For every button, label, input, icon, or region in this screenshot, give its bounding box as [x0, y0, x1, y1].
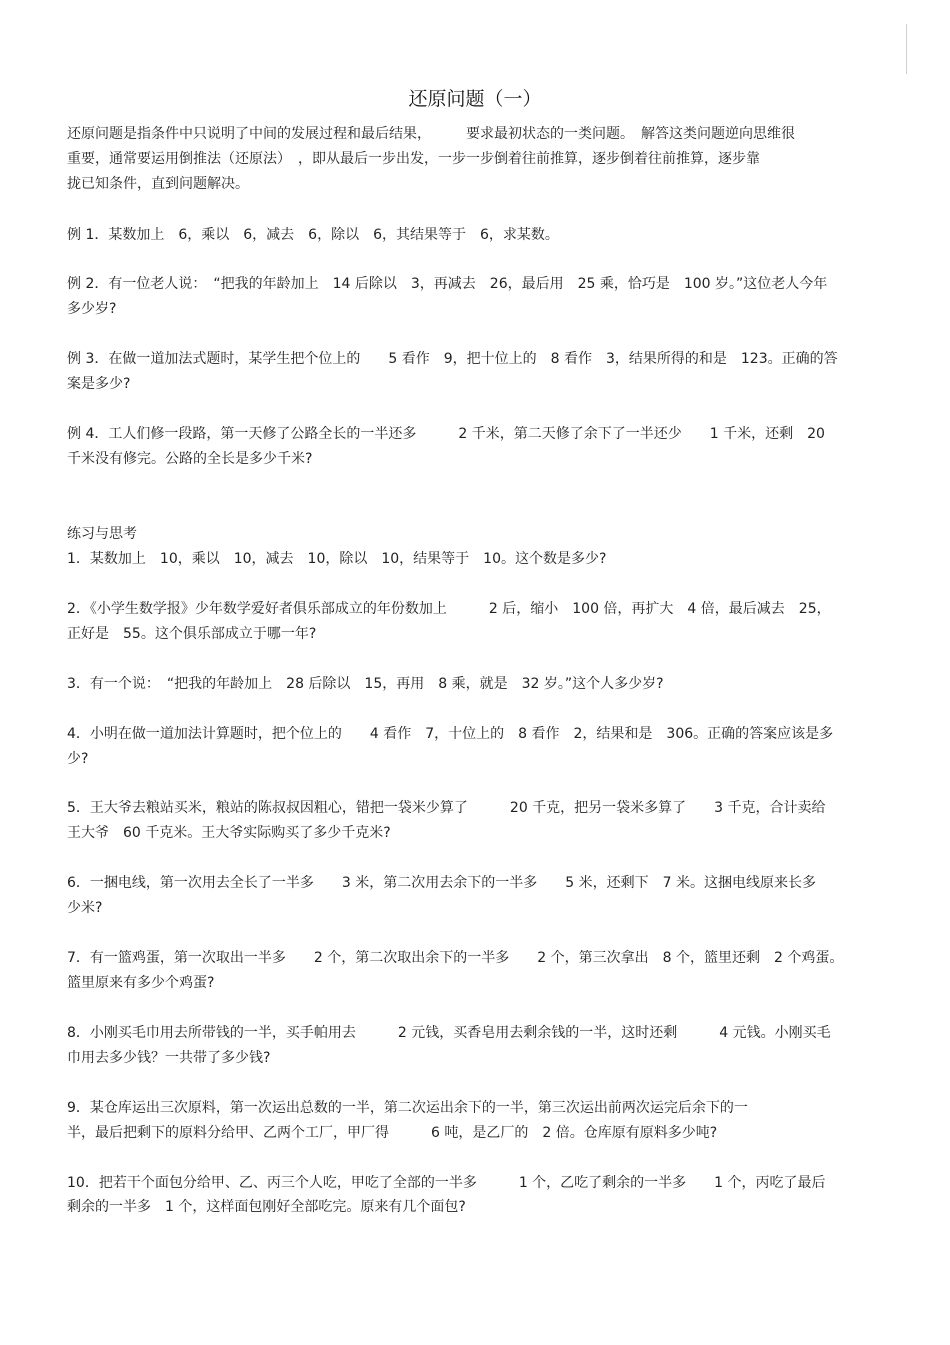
problem-8-cont: 巾用去多少钱？一共带了多少钱? — [67, 1050, 271, 1066]
problem-9-cont: 半，最后把剩下的原料分给甲、乙两个工厂，甲厂得 6 吨，是乙厂的 2 倍。仓库原有原料多少吨? — [67, 1125, 718, 1141]
problem-6: 6．一捆电线，第一次用去全长了一半多 3 米，第二次用去余下的一半多 5 米，还剩下 7 米。这捆电线原来长多 — [67, 875, 816, 891]
practice-heading: 练习与思考 — [67, 526, 137, 542]
problem-5: 5．王大爷去粮站买米，粮站的陈叔叔因粗心，错把一袋米少算了 20 千克，把另一袋米多算了 3 千克，合计卖给 — [67, 800, 826, 816]
example-2: 例 2．有一位老人说： “把我的年龄加上 14 后除以 3，再减去 26，最后用 25 乘，恰巧是 100 岁。”这位老人今年 — [67, 276, 828, 292]
problem-4-cont: 少? — [67, 751, 89, 767]
problem-5-cont: 王大爷 60 千克米。王大爷实际购买了多少千克米? — [67, 825, 391, 841]
intro-line: 拢已知条件，直到问题解决。 — [67, 176, 249, 192]
example-1: 例 1．某数加上 6，乘以 6，减去 6，除以 6，其结果等于 6，求某数。 — [67, 227, 559, 243]
page-edge-line — [906, 24, 907, 74]
example-3-cont: 案是多少? — [67, 376, 131, 392]
example-4-cont: 千米没有修完。公路的全长是多少千米? — [67, 451, 313, 467]
intro-line: 重要，通常要运用倒推法（还原法） ，即从最后一步出发，一步一步倒着往前推算，逐步倒着往前推算，逐步靠 — [67, 151, 760, 167]
problem-8: 8．小刚买毛巾用去所带钱的一半，买手帕用去 2 元钱，买香皂用去剩余钱的一半，这时还剩 4 元钱。小刚买毛 — [67, 1025, 831, 1041]
example-3: 例 3．在做一道加法式题时，某学生把个位上的 5 看作 9，把十位上的 8 看作 3，结果所得的和是 123。正确的答 — [67, 351, 838, 367]
problem-6-cont: 少米? — [67, 900, 103, 916]
example-2-cont: 多少岁? — [67, 301, 117, 317]
problem-1: 1．某数加上 10，乘以 10，减去 10，除以 10，结果等于 10。这个数是多少? — [67, 551, 607, 567]
intro-line: 还原问题是指条件中只说明了中间的发展过程和最后结果， 要求最初状态的一类问题。 解答这类问题逆向思维很 — [67, 126, 795, 142]
problem-9: 9．某仓库运出三次原料，第一次运出总数的一半，第二次运出余下的一半，第三次运出前两次运完后余下的一 — [67, 1100, 748, 1116]
problem-3: 3．有一个说： “把我的年龄加上 28 后除以 15，再用 8 乘，就是 32 岁。”这个人多少岁? — [67, 676, 664, 692]
problem-7-cont: 篮里原来有多少个鸡蛋? — [67, 975, 215, 991]
problem-7: 7．有一篮鸡蛋，第一次取出一半多 2 个，第二次取出余下的一半多 2 个，第三次拿出 8 个，篮里还剩 2 个鸡蛋。 — [67, 950, 844, 966]
example-4: 例 4．工人们修一段路，第一天修了公路全长的一半还多 2 千米，第二天修了余下了一半还少 1 千米，还剩 20 — [67, 426, 825, 442]
problem-4: 4．小明在做一道加法计算题时，把个位上的 4 看作 7，十位上的 8 看作 2，结果和是 306。正确的答案应该是多 — [67, 726, 834, 742]
problem-10-cont: 剩余的一半多 1 个，这样面包刚好全部吃完。原来有几个面包? — [67, 1199, 466, 1215]
page-title: 还原问题（一） — [408, 88, 542, 110]
problem-2-cont: 正好是 55。这个俱乐部成立于哪一年? — [67, 626, 317, 642]
problem-10: 10．把若干个面包分给甲、乙、丙三个人吃，甲吃了全部的一半多 1 个，乙吃了剩余的一半多 1 个，丙吃了最后 — [67, 1175, 826, 1191]
problem-2: 2．《小学生数学报》少年数学爱好者俱乐部成立的年份数加上 2 后，缩小 100 倍，再扩大 4 倍，最后减去 25， — [67, 601, 831, 617]
